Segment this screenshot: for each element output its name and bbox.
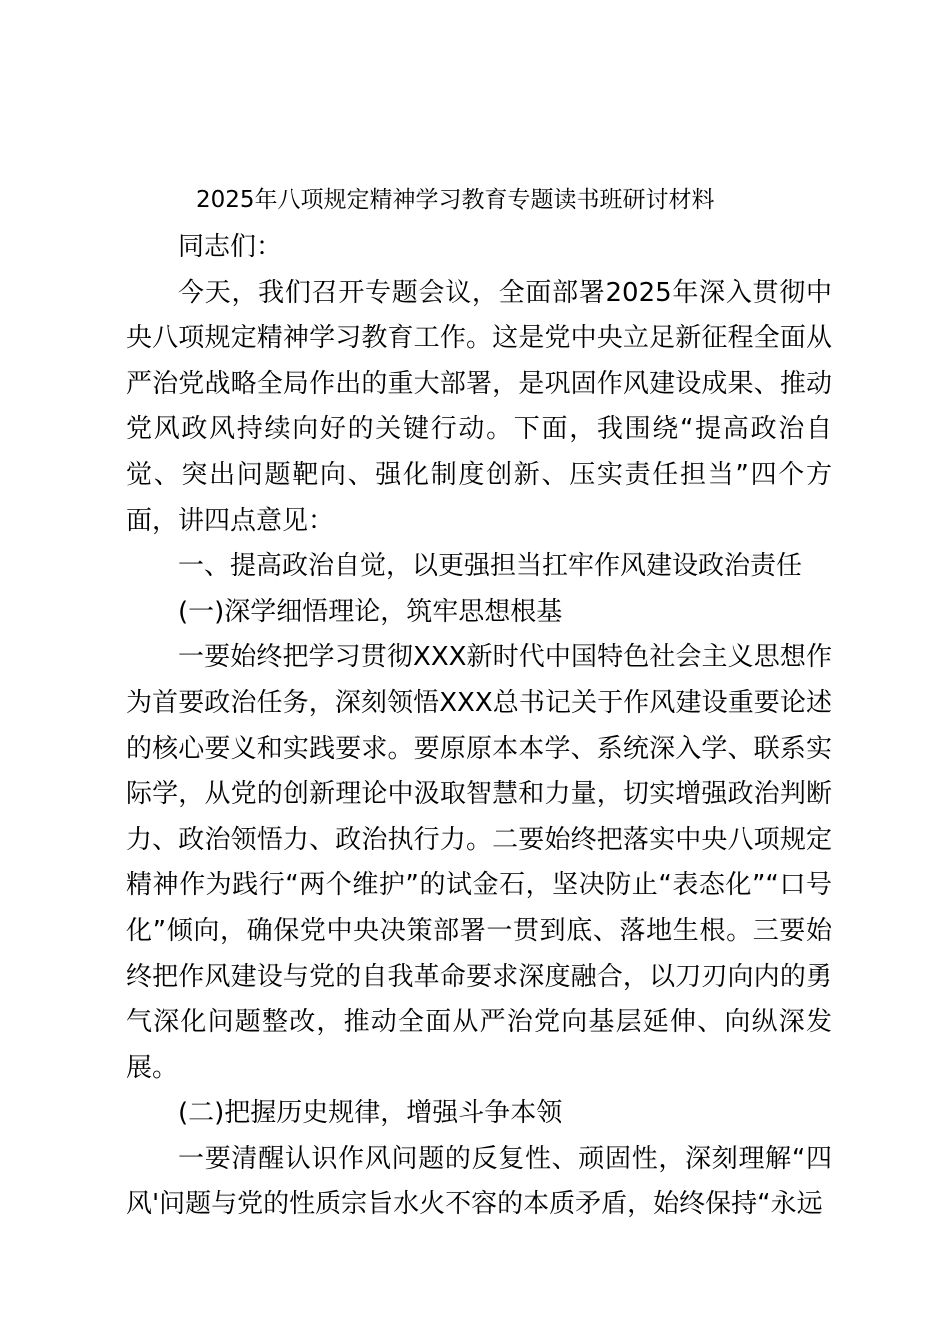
document-title: 2025年八项规定精神学习教育专题读书班研讨材料 bbox=[196, 187, 715, 213]
subsection-heading-1: (一)深学细悟理论，筑牢思想根基 bbox=[178, 596, 563, 627]
subsection-heading-2: (二)把握历史规律，增强斗争本领 bbox=[178, 1098, 563, 1129]
intro-paragraph: 今天，我们召开专题会议，全面部署2025年深入贯彻中央八项规定精神学习教育工作。这是党中央立足新征程全面从严治党战略全局作出的重大部署，是巩固作风建设成果、推动党风政风持续向好的关键行动。下面，我围绕“提高政治自觉、突出问题靶向、强化制度创新、压实责任担当”四个方面，讲四点意见： bbox=[126, 277, 832, 536]
subsection-body-1: 一要始终把学习贯彻XXX新时代中国特色社会主义思想作为首要政治任务，深刻领悟XXX总书记关于作风建设重要论述的核心要义和实践要求。要原原本本学、系统深入学、联系实际学，从党的创新理论中汲取智慧和力量，切实增强政治判断力、政治领悟力、政治执行力。二要始终把落实中央八项规定精神作为践行“两个维护”的试金石，坚决防止“表态化”“口号化”倾向，确保党中央决策部署一贯到底、落地生根。三要始终把作风建设与党的自我革命要求深度融合，以刀刃向内的勇气深化问题整改，推动全面从严治党向基层延伸、向纵深发展。 bbox=[126, 642, 832, 1083]
salutation: 同志们： bbox=[178, 232, 283, 262]
section-heading-1: 一、提高政治自觉，以更强担当扛牢作风建设政治责任 bbox=[178, 551, 803, 582]
subsection-body-2: 一要清醒认识作风问题的反复性、顽固性，深刻理解“四风'问题与党的性质宗旨水火不容的本质矛盾，始终保持“永远 bbox=[126, 1143, 832, 1220]
document-body bbox=[126, 175, 832, 1228]
